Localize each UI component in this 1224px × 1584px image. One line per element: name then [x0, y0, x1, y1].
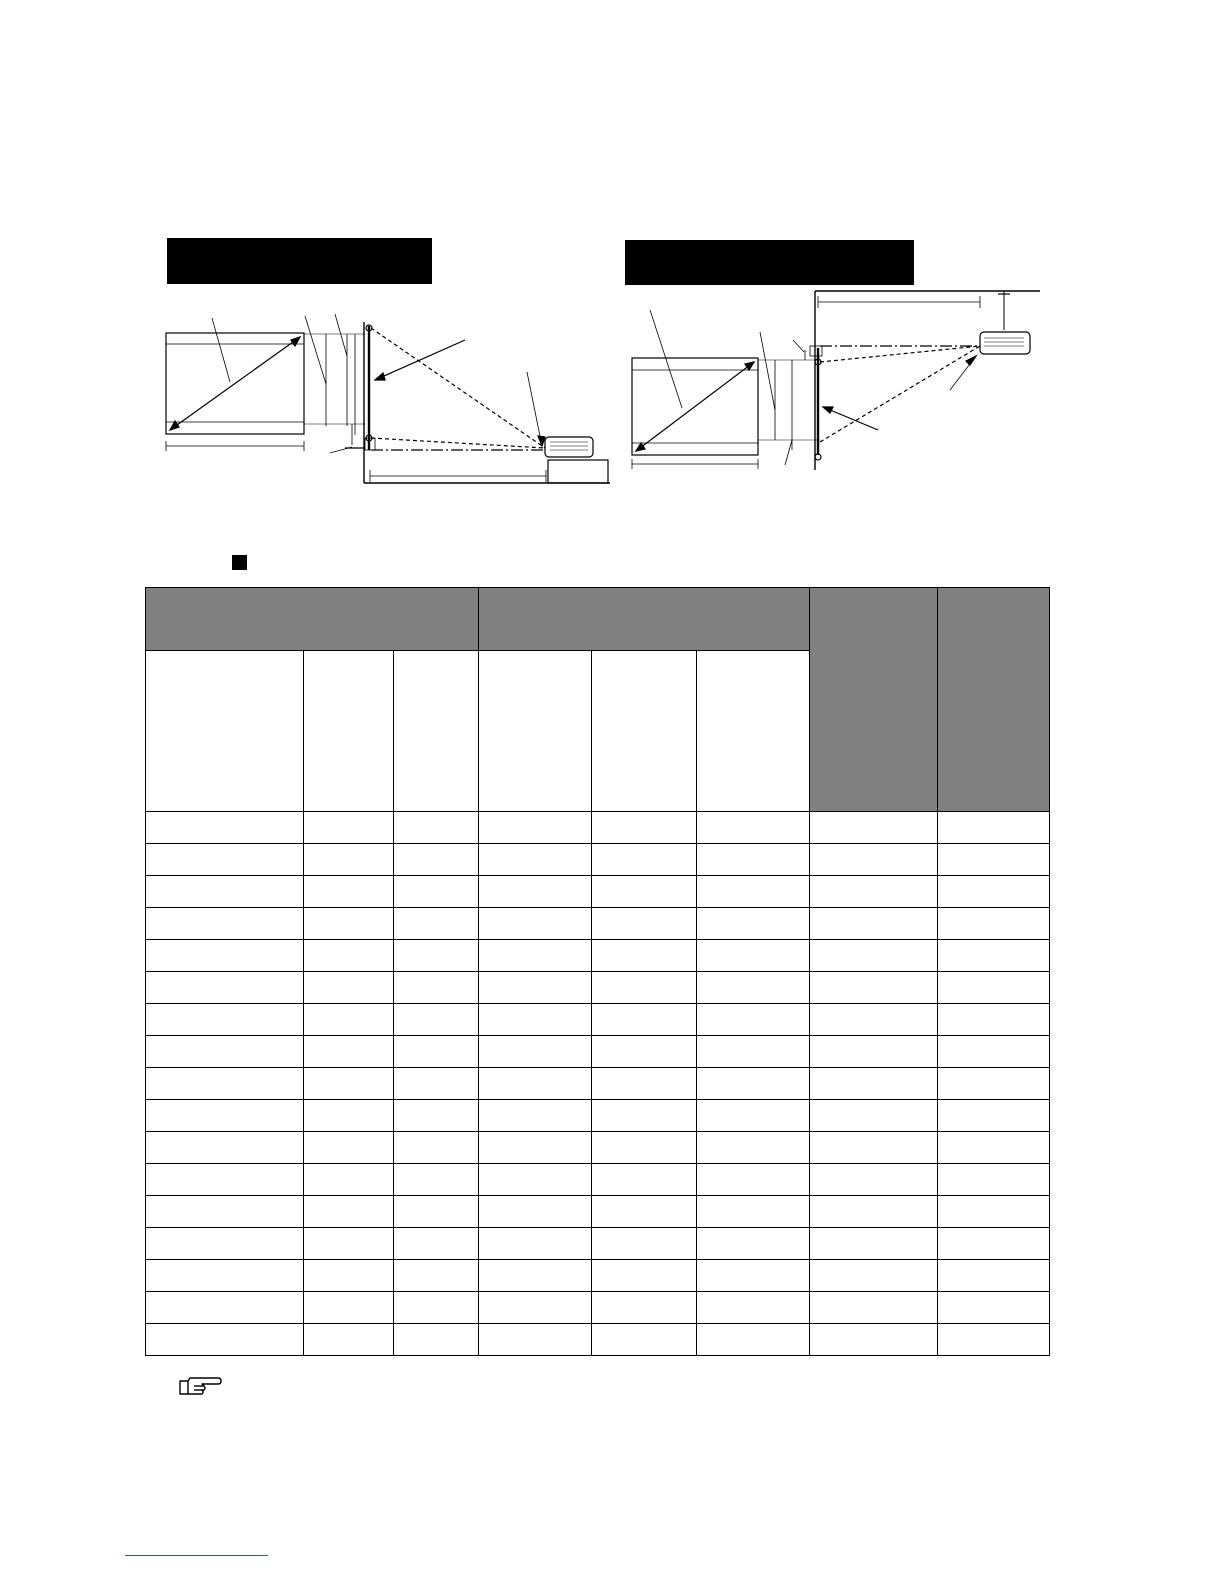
table-cell — [304, 1100, 394, 1132]
table-cell — [697, 1228, 810, 1260]
table-cell — [938, 1036, 1050, 1068]
table-cell — [146, 876, 304, 908]
screen-diagonal-arrow — [170, 337, 300, 430]
projector-floor — [545, 437, 593, 457]
table-cell — [810, 972, 938, 1004]
table-cell — [697, 1100, 810, 1132]
ceiling-installation-banner — [625, 240, 914, 285]
table-cell — [697, 1004, 810, 1036]
table-cell — [592, 812, 697, 844]
table-cell — [146, 1068, 304, 1100]
table-cell — [304, 1164, 394, 1196]
table-cell — [810, 876, 938, 908]
table-cell — [146, 1260, 304, 1292]
table-cell — [938, 1228, 1050, 1260]
table-row — [146, 1100, 1050, 1132]
table-row — [146, 844, 1050, 876]
table-cell — [479, 844, 592, 876]
table-cell — [479, 1132, 592, 1164]
table-cell — [304, 1260, 394, 1292]
table-cell — [146, 844, 304, 876]
table-cell — [938, 1164, 1050, 1196]
table-cell — [394, 1324, 479, 1356]
table-cell — [394, 1132, 479, 1164]
table-cell — [810, 940, 938, 972]
table-cell — [304, 1228, 394, 1260]
table-cell — [304, 1324, 394, 1356]
table-cell — [479, 1260, 592, 1292]
table-cell — [394, 1100, 479, 1132]
table-row — [146, 876, 1050, 908]
table-cell — [938, 844, 1050, 876]
table-cell — [394, 1228, 479, 1260]
table-cell — [938, 1260, 1050, 1292]
table-cell — [697, 1132, 810, 1164]
table-row — [146, 1324, 1050, 1356]
table-cell — [146, 1132, 304, 1164]
table-cell — [479, 876, 592, 908]
square-bullet-icon — [232, 555, 247, 570]
table-cell — [810, 908, 938, 940]
table-cell — [479, 1100, 592, 1132]
table-cell — [810, 1164, 938, 1196]
table-cell — [479, 940, 592, 972]
table-cell — [592, 844, 697, 876]
screen-diagonal-arrow-ceiling — [636, 362, 754, 451]
table-cell — [592, 1164, 697, 1196]
table-row — [146, 1164, 1050, 1196]
floor-installation-banner — [167, 238, 432, 284]
table-cell — [697, 1164, 810, 1196]
table-cell — [592, 1132, 697, 1164]
table-cell — [697, 844, 810, 876]
table-cell — [938, 972, 1050, 1004]
table-cell — [697, 876, 810, 908]
table-cell — [394, 1260, 479, 1292]
table-cell — [810, 1132, 938, 1164]
table-cell — [479, 812, 592, 844]
table-cell — [592, 1068, 697, 1100]
table-cell — [479, 1292, 592, 1324]
table-row — [146, 972, 1050, 1004]
table-cell — [810, 1260, 938, 1292]
table-cell — [394, 940, 479, 972]
table-cell — [304, 1132, 394, 1164]
table-cell — [146, 1228, 304, 1260]
table-cell — [146, 972, 304, 1004]
table-cell — [938, 876, 1050, 908]
table-cell — [479, 1068, 592, 1100]
table-cell — [810, 1068, 938, 1100]
offset-header — [810, 588, 938, 812]
table-cell — [697, 908, 810, 940]
table-cell — [394, 1196, 479, 1228]
table-cell — [479, 1004, 592, 1036]
table-cell — [697, 972, 810, 1004]
table-cell — [304, 876, 394, 908]
pointing-hand-icon — [178, 1375, 222, 1397]
table-row — [146, 908, 1050, 940]
table-row — [146, 1292, 1050, 1324]
table-cell — [394, 908, 479, 940]
table-cell — [304, 1068, 394, 1100]
footer-link[interactable] — [125, 1555, 268, 1556]
table-cell — [810, 1196, 938, 1228]
table-cell — [479, 1196, 592, 1228]
table-cell — [479, 1036, 592, 1068]
table-cell — [394, 812, 479, 844]
table-cell — [810, 812, 938, 844]
table-cell — [697, 812, 810, 844]
table-cell — [146, 1196, 304, 1228]
table-cell — [592, 1228, 697, 1260]
table-cell — [697, 1036, 810, 1068]
floor-projection-diagram — [150, 300, 620, 500]
column-header — [479, 651, 592, 812]
table-cell — [146, 940, 304, 972]
table-cell — [697, 1068, 810, 1100]
table-row — [146, 1260, 1050, 1292]
column-header — [146, 651, 304, 812]
table-cell — [592, 1324, 697, 1356]
table-cell — [592, 1196, 697, 1228]
table-cell — [697, 940, 810, 972]
table-cell — [304, 812, 394, 844]
table-cell — [146, 1100, 304, 1132]
table-cell — [479, 908, 592, 940]
table-cell — [938, 940, 1050, 972]
table-cell — [697, 1260, 810, 1292]
table-cell — [479, 1228, 592, 1260]
table-cell — [304, 972, 394, 1004]
extra-header — [938, 588, 1050, 812]
column-header — [697, 651, 810, 812]
table-row — [146, 812, 1050, 844]
table-cell — [592, 1036, 697, 1068]
table-cell — [304, 1004, 394, 1036]
table-cell — [592, 1260, 697, 1292]
screen-dimensions-header — [146, 588, 479, 651]
table-cell — [479, 1164, 592, 1196]
table-row — [146, 1068, 1050, 1100]
table-cell — [146, 1036, 304, 1068]
table-cell — [810, 1292, 938, 1324]
column-header — [592, 651, 697, 812]
table-row — [146, 1228, 1050, 1260]
table-cell — [394, 844, 479, 876]
column-header — [394, 651, 479, 812]
table-cell — [479, 972, 592, 1004]
table-cell — [304, 908, 394, 940]
table-row — [146, 1036, 1050, 1068]
table-cell — [146, 1324, 304, 1356]
table-cell — [938, 1068, 1050, 1100]
table-cell — [592, 1100, 697, 1132]
table-cell — [810, 1036, 938, 1068]
table-cell — [479, 1324, 592, 1356]
projection-distance-header — [479, 588, 810, 651]
table-row — [146, 1196, 1050, 1228]
projector-ceiling — [980, 332, 1030, 354]
table-cell — [697, 1196, 810, 1228]
table-cell — [304, 844, 394, 876]
table-cell — [394, 1068, 479, 1100]
table-cell — [146, 1164, 304, 1196]
table-cell — [304, 1196, 394, 1228]
table-cell — [146, 1004, 304, 1036]
table-cell — [938, 1324, 1050, 1356]
table-cell — [592, 1004, 697, 1036]
table-row — [146, 1004, 1050, 1036]
table-cell — [304, 940, 394, 972]
table-cell — [146, 1292, 304, 1324]
table-cell — [304, 1292, 394, 1324]
table-cell — [697, 1292, 810, 1324]
table-row — [146, 940, 1050, 972]
table-cell — [938, 908, 1050, 940]
table-cell — [938, 812, 1050, 844]
table-cell — [394, 1004, 479, 1036]
ceiling-projection-diagram — [620, 280, 1050, 470]
table-cell — [592, 1292, 697, 1324]
table-cell — [938, 1004, 1050, 1036]
table-cell — [810, 1100, 938, 1132]
table-cell — [697, 1324, 810, 1356]
table-cell — [592, 972, 697, 1004]
table-cell — [938, 1196, 1050, 1228]
table-cell — [146, 812, 304, 844]
table-cell — [810, 1228, 938, 1260]
table-cell — [394, 876, 479, 908]
table-cell — [938, 1292, 1050, 1324]
table-cell — [304, 1036, 394, 1068]
table-cell — [938, 1132, 1050, 1164]
table-cell — [810, 844, 938, 876]
table-cell — [592, 908, 697, 940]
table-cell — [394, 1036, 479, 1068]
table-cell — [938, 1100, 1050, 1132]
table-cell — [394, 1164, 479, 1196]
table-row — [146, 1132, 1050, 1164]
table-cell — [592, 876, 697, 908]
table-cell — [394, 972, 479, 1004]
table-cell — [592, 940, 697, 972]
projection-dimensions-table — [145, 587, 1050, 1356]
column-header — [304, 651, 394, 812]
table-cell — [810, 1004, 938, 1036]
table-cell — [810, 1324, 938, 1356]
table-cell — [146, 908, 304, 940]
table-cell — [394, 1292, 479, 1324]
